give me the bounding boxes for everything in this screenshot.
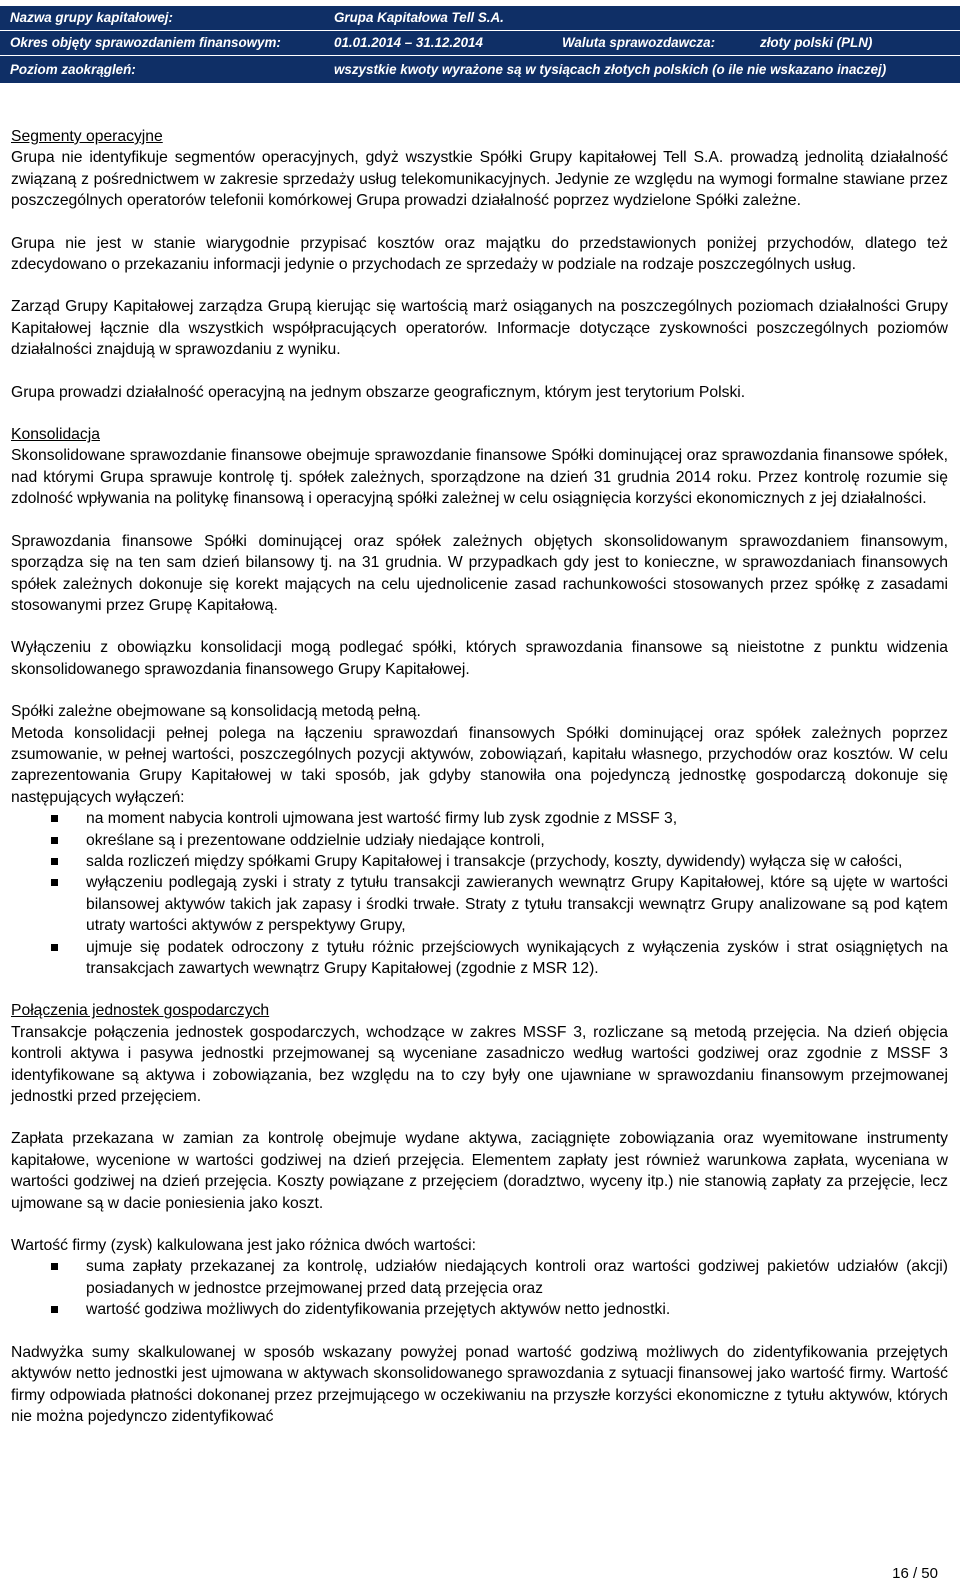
header-row-group	[0, 6, 960, 30]
list-item: suma zapłaty przekazanej za kontrolę, udziałów niedających kontroli oraz wartości godziwej pakietów udziałów (akcji) posiadanych w jednostce przejmowanej przed datą przejęcia oraz	[11, 1256, 948, 1299]
segments-heading: Segmenty operacyjne	[11, 128, 163, 145]
segments-paragraph: Grupa prowadzi działalność operacyjną na jednym obszarze geograficznym, którym jest terytorium Polski.	[11, 383, 746, 401]
header-row-period	[0, 31, 960, 55]
list-item: wartość godziwa możliwych do zidentyfikowania przejętych aktywów netto jednostki.	[11, 1299, 948, 1320]
currency-value: złoty polski (PLN)	[760, 35, 873, 50]
consolidation-paragraph: Skonsolidowane sprawozdanie finansowe obejmuje sprawozdanie finansowe Spółki dominującej oraz sprawozdania finansowe spółek, nad którymi Grupa sprawuje kontrolę tj. spółek zależnych, sporządzone na dzień 31 grudnia 2014 roku. Przez kontrolę rozumie się zdolność wpływania na politykę finansową i operacyjną spółki zależnej w celu osiągnięcia korzyści ekonomicznych z jej działalności.	[11, 447, 948, 508]
goodwill-list	[11, 1256, 948, 1320]
group-name-label: Nazwa grupy kapitałowej:	[10, 10, 173, 25]
segments-paragraph: Zarząd Grupy Kapitałowej zarządza Grupą kierując się wartością marż osiąganych na poszczególnych poziomach działalności Grupy Kapitałowej łącznie dla wszystkich współpracujących operatorów. Informacje dotyczące zyskowności poszczególnych poziomów działalności znajdują w sprawozdaniu z wyniku.	[11, 298, 948, 359]
rounding-value: wszystkie kwoty wyrażone są w tysiącach złotych polskich (o ile nie wskazano inaczej)	[334, 62, 887, 77]
segments-paragraph: Grupa nie identyfikuje segmentów operacyjnych, gdyż wszystkie Spółki Grupy kapitałowej Tell S.A. prowadzą jednolitą działalność związaną z pośrednictwem w zakresie sprzedaży usług telekomunikacyjnych. Jedynie ze względu na wymogi formalne stawiane przez poszczególnych operatorów telefonii komórkowej Grupa prowadzi działalność poprzez wydzielone Spółki zależne.	[11, 149, 948, 210]
exclusions-list	[11, 808, 948, 979]
list-item: na moment nabycia kontroli ujmowana jest wartość firmy lub zysk zgodnie z MSSF 3,	[11, 808, 948, 829]
list-item: salda rozliczeń między spółkami Grupy Kapitałowej i transakcje (przychody, koszty, dywidendy) wyłącza się w całości,	[11, 851, 948, 872]
list-item: wyłączeniu podlegają zyski i straty z tytułu transakcji zawieranych wewnątrz Grupy Kapitałowej, które są ujęte w wartości bilansowej aktywów takich jak zapasy i środki trwałe. Straty z tytułu transakcji wewnątrz Grupy analizowane są pod kątem utraty wartości aktywów z perspektywy Grupy,	[11, 872, 948, 936]
rounding-label: Poziom zaokrągleń:	[10, 62, 136, 77]
period-label: Okres objęty sprawozdaniem finansowym:	[10, 35, 281, 50]
list-item: ujmuje się podatek odroczony z tytułu różnic przejściowych wynikających z wyłączenia zysków i strat osiągniętych na transakcjach zawartych wewnątrz Grupy Kapitałowej (zgodnie z MSR 12).	[11, 937, 948, 980]
consolidation-paragraph: Sprawozdania finansowe Spółki dominującej oraz spółek zależnych objętych skonsolidowanym sprawozdaniem finansowym, sporządza się na ten sam dzień bilansowy tj. na 31 grudnia. W przypadkach gdy jest to konieczne, w sprawozdaniach finansowych spółek zależnych dokonuje się korekt mających na celu ujednolicenie zasad rachunkowości stosowanych przez spółkę z zasadami stosowanymi przez Grupę Kapitałową.	[11, 532, 948, 614]
page-number: 16 / 50	[892, 1565, 938, 1582]
header-row-rounding	[0, 56, 960, 83]
business-combinations-paragraph: Nadwyżka sumy skalkulowanej w sposób wskazany powyżej ponad wartość godziwą możliwych do zidentyfikowania przejętych aktywów netto jednostki jest ujmowana w aktywach skonsolidowanego sprawozdania z sytuacji finansowej jako wartość firmy. Wartość firmy odpowiada płatności dokonanej przez przejmującego w oczekiwaniu na przyszłe korzyści ekonomiczne z tytułu aktywów, których nie można pojedynczo zidentyfikować	[11, 1343, 948, 1425]
segments-paragraph: Grupa nie jest w stanie wiarygodnie przypisać kosztów oraz majątku do przedstawionych poniżej przychodów, dlatego też zdecydowano o przekazaniu informacji jedynie o przychodach ze sprzedaży w podziale na rodzaje poszczególnych usług.	[11, 234, 948, 274]
consolidation-paragraph: Spółki zależne obejmowane są konsolidacją metodą pełną.	[11, 703, 421, 721]
business-combinations-paragraph: Wartość firmy (zysk) kalkulowana jest jako różnica dwóch wartości:	[11, 1237, 476, 1255]
consolidation-paragraph: Metoda konsolidacji pełnej polega na łączeniu sprawozdań finansowych Spółki dominującej oraz spółek zależnych poprzez zsumowanie, w pełnej wartości, poszczególnych pozycji aktywów, zobowiązań, kapitału własnego, przychodów oraz kosztów. W celu zaprezentowania Grupy Kapitałowej w taki sposób, jak gdyby stanowiła ona pojedynczą jednostkę gospodarczą dokonuje się następujących wyłączeń:	[11, 724, 948, 806]
group-name-value: Grupa Kapitałowa Tell S.A.	[334, 10, 504, 25]
currency-label: Waluta sprawozdawcza:	[562, 35, 716, 50]
document-body	[11, 126, 948, 1427]
list-item: określane są i prezentowane oddzielnie udziały niedające kontroli,	[11, 830, 948, 851]
business-combinations-heading: Połączenia jednostek gospodarczych	[11, 1002, 270, 1020]
consolidation-heading: Konsolidacja	[11, 426, 100, 444]
business-combinations-paragraph: Zapłata przekazana w zamian za kontrolę obejmuje wydane aktywa, zaciągnięte zobowiązania oraz wyemitowane instrumenty kapitałowe, wycenione w wartości godziwej na dzień przejęcia. Elementem zapłaty jest również warunkowa zapłata, wyceniana w wartości godziwej na dzień przejęcia. Koszty powiązane z przejęciem (doradztwo, wyceny itp.) nie stanowią zapłaty za przejęcie, lecz ujmowane są w dacie poniesienia jako koszt.	[11, 1130, 948, 1212]
consolidation-paragraph: Wyłączeniu z obowiązku konsolidacji mogą podlegać spółki, których sprawozdania finansowe są nieistotne z punktu widzenia skonsolidowanego sprawozdania finansowego Grupy Kapitałowej.	[11, 639, 948, 678]
period-value: 01.01.2014 – 31.12.2014	[334, 35, 483, 50]
business-combinations-paragraph: Transakcje połączenia jednostek gospodarczych, wchodzące w zakres MSSF 3, rozliczane są metodą przejęcia. Na dzień objęcia kontroli aktywa i pasywa jednostki przejmowanej są wyceniane zasadniczo według wartości godziwej oraz zgodnie z MSSF 3 identyfikowane są aktywa i zobowiązania, bez względu na to czy były one ujawniane w sprawozdaniu finansowym przejmowanej jednostki przed przejęciem.	[11, 1023, 948, 1106]
